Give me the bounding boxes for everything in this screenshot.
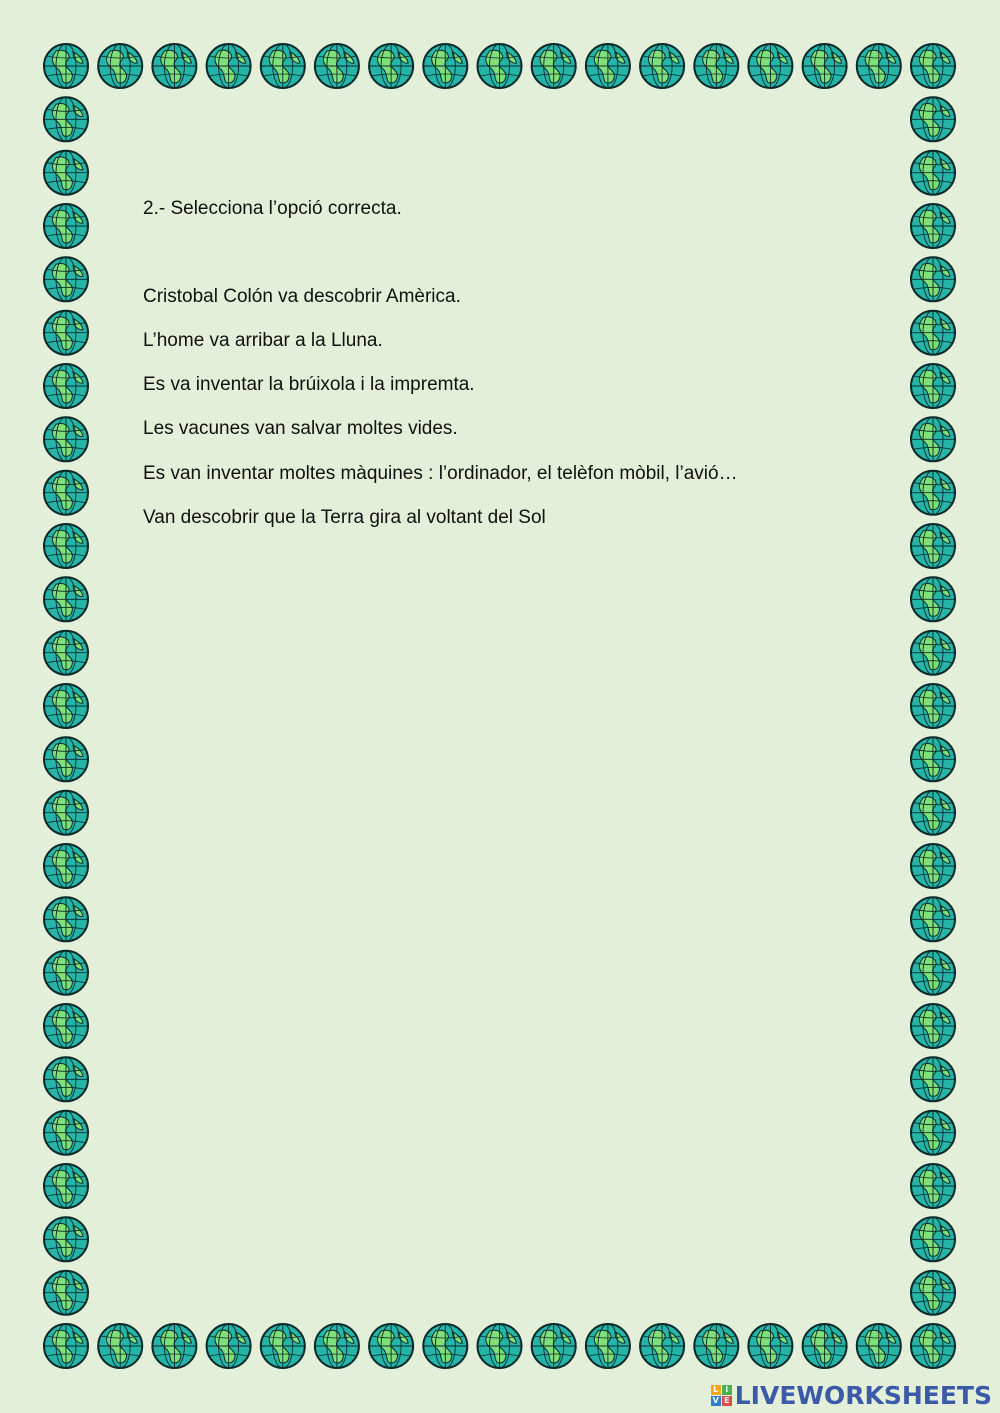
globe-icon <box>44 684 88 728</box>
globe-icon <box>44 1111 88 1155</box>
globe-icon <box>911 951 955 995</box>
globe-icon <box>911 897 955 941</box>
globe-icon <box>478 44 522 88</box>
globe-icon <box>44 44 88 88</box>
globe-icon <box>44 1271 88 1315</box>
globe-icon <box>911 631 955 675</box>
globe-icon <box>44 1057 88 1101</box>
globe-icon <box>44 1217 88 1261</box>
globe-icon <box>315 44 359 88</box>
globe-icon <box>532 1324 576 1368</box>
liveworksheets-logo <box>711 1381 992 1409</box>
option-5[interactable]: Es van inventar moltes màquines : l’ordinador, el telèfon mòbil, l’avió… <box>143 463 738 484</box>
globe-icon <box>44 311 88 355</box>
globe-icon <box>586 44 630 88</box>
globe-icon <box>911 417 955 461</box>
globe-icon <box>532 44 576 88</box>
option-3[interactable]: Es va inventar la brúixola i la impremta. <box>143 374 475 395</box>
globe-icon <box>911 311 955 355</box>
globe-icon <box>44 471 88 515</box>
option-2[interactable]: L’home va arribar a la Lluna. <box>143 330 383 351</box>
globe-icon <box>694 1324 738 1368</box>
option-1[interactable]: Cristobal Colón va descobrir Amèrica. <box>143 286 461 307</box>
globe-icon <box>911 524 955 568</box>
globe-icon <box>44 1164 88 1208</box>
globe-icon <box>423 1324 467 1368</box>
globe-icon <box>911 1217 955 1261</box>
globe-icon <box>911 151 955 195</box>
globe-icon <box>44 631 88 675</box>
globe-icon <box>44 951 88 995</box>
globe-icon <box>423 44 467 88</box>
globe-icon <box>44 417 88 461</box>
globe-icon <box>748 1324 792 1368</box>
globe-icon <box>98 44 142 88</box>
globe-icon <box>803 1324 847 1368</box>
globe-icon <box>640 1324 684 1368</box>
globe-icon <box>911 257 955 301</box>
globe-icon <box>911 471 955 515</box>
globe-icon <box>911 844 955 888</box>
globe-icon <box>44 204 88 248</box>
globe-icon <box>911 791 955 835</box>
globe-icon <box>44 791 88 835</box>
globe-icon <box>911 737 955 781</box>
globe-icon <box>911 1057 955 1101</box>
globe-icon <box>261 1324 305 1368</box>
globe-icon <box>748 44 792 88</box>
globe-icon <box>857 44 901 88</box>
globe-icon <box>44 737 88 781</box>
logo-text: LIVEWORKSHEETS <box>734 1380 992 1410</box>
globe-icon <box>911 44 955 88</box>
option-4[interactable]: Les vacunes van salvar moltes vides. <box>143 418 458 439</box>
globe-icon <box>44 257 88 301</box>
globe-icon <box>44 364 88 408</box>
globe-icon <box>152 1324 196 1368</box>
globe-icon <box>911 1324 955 1368</box>
instruction-text: 2.- Selecciona l’opció correcta. <box>143 198 402 219</box>
globe-icon <box>911 97 955 141</box>
globe-icon <box>911 1164 955 1208</box>
option-6[interactable]: Van descobrir que la Terra gira al voltant del Sol <box>143 507 546 528</box>
globe-icon <box>44 524 88 568</box>
globe-icon <box>369 44 413 88</box>
globe-icon <box>911 204 955 248</box>
globe-icon <box>911 1004 955 1048</box>
globe-icon <box>44 151 88 195</box>
globe-icon <box>369 1324 413 1368</box>
globe-icon <box>152 44 196 88</box>
globe-icon <box>911 1271 955 1315</box>
globe-icon <box>586 1324 630 1368</box>
globe-icon <box>478 1324 522 1368</box>
globe-icon <box>911 364 955 408</box>
globe-icon <box>44 844 88 888</box>
globe-icon <box>261 44 305 88</box>
globe-icon <box>803 44 847 88</box>
globe-icon <box>640 44 684 88</box>
globe-icon <box>44 1004 88 1048</box>
globe-icon <box>44 897 88 941</box>
globe-icon <box>911 684 955 728</box>
globe-icon <box>44 577 88 621</box>
globe-icon <box>857 1324 901 1368</box>
logo-mark-icon: L I V E <box>711 1385 732 1406</box>
globe-icon <box>315 1324 359 1368</box>
globe-icon <box>911 577 955 621</box>
globe-icon <box>44 1324 88 1368</box>
globe-icon <box>44 97 88 141</box>
globe-icon <box>207 44 251 88</box>
globe-icon <box>694 44 738 88</box>
globe-icon <box>207 1324 251 1368</box>
globe-icon <box>98 1324 142 1368</box>
globe-icon <box>911 1111 955 1155</box>
